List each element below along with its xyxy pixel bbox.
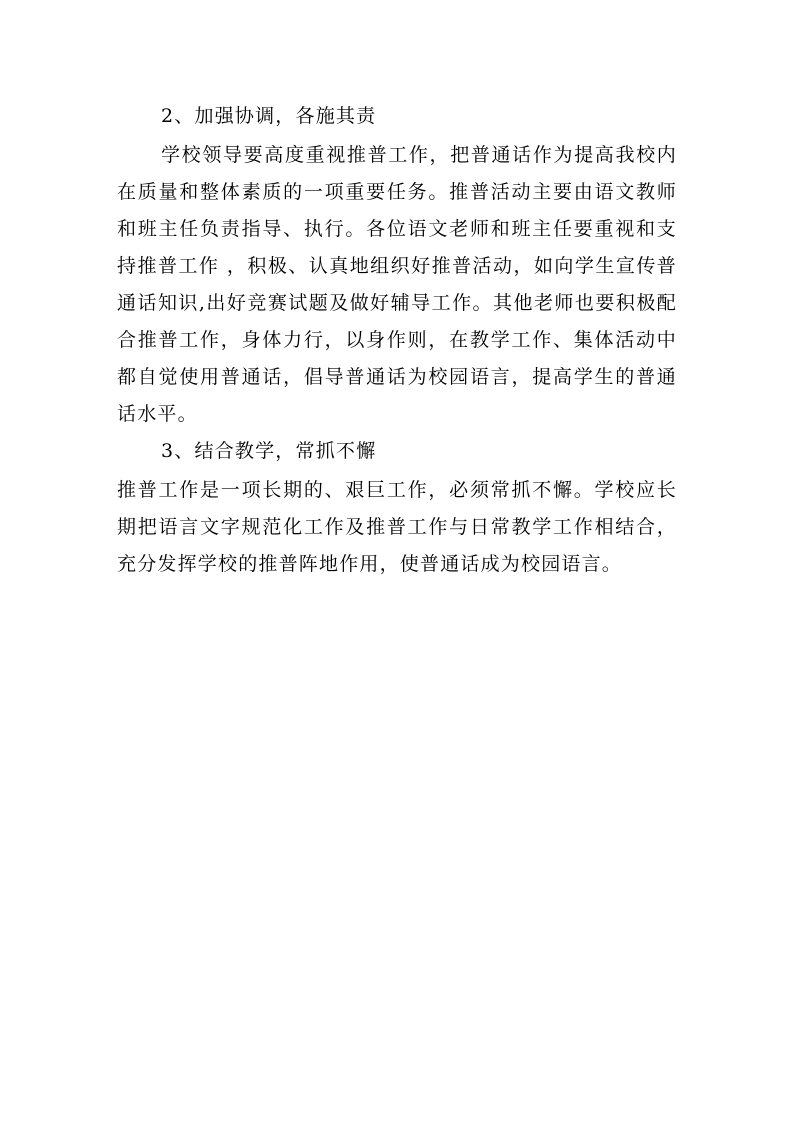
section-3-heading: 3、结合教学，常抓不懈 — [161, 440, 377, 462]
section-3-paragraph: 推普工作是一项长期的、艰巨工作，必须常抓不懈。学校应长期把语言文字规范化工作及推普工作与日常教学工作相结合，充分发挥学校的推普阵地作用，使普通话成为校园语言。 — [117, 479, 677, 575]
document-content — [117, 98, 677, 583]
section-2-heading: 2、加强协调，各施其责 — [161, 105, 377, 127]
section-2-paragraph: 学校领导要高度重视推普工作，把普通话作为提高我校内在质量和整体素质的一项重要任务。推普活动主要由语文教师和班主任负责指导、执行。各位语文老师和班主任要重视和支持推普工作 ，积极、认真地组织好推普活动，如向学生宣传普通话知识,出好竞赛试题及做好辅导工作。其他老师也要积极配合推普工作，身体力行，以身作则，在教学工作、集体活动中都自觉使用普通话，倡导普通话为校园语言，提高学生的普通话水平。 — [117, 144, 677, 425]
